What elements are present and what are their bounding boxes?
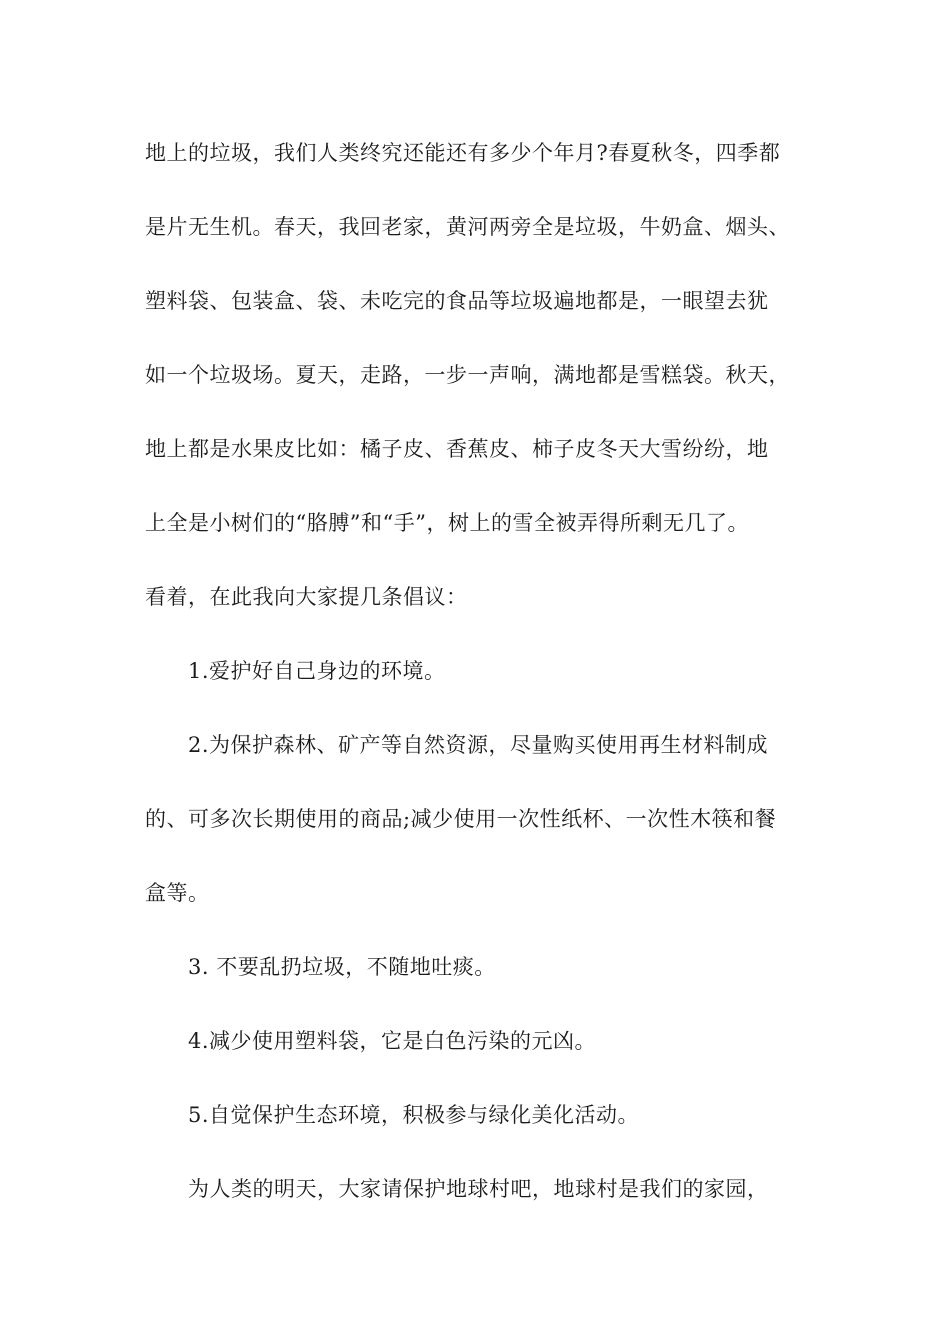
paragraph-line: 是片无生机。春天，我回老家，黄河两旁全是垃圾，牛奶盒、烟头、 [145, 215, 790, 239]
list-item: 3. 不要乱扔垃圾，不随地吐痰。 [188, 955, 496, 979]
paragraph-line: 地上都是水果皮比如：橘子皮、香蕉皮、柿子皮冬天大雪纷纷，地 [145, 437, 769, 461]
paragraph-line: 如一个垃圾场。夏天，走路，一步一声响，满地都是雪糕袋。秋天， [145, 363, 790, 387]
list-item: 2.为保护森林、矿产等自然资源，尽量购买使用再生材料制成 [188, 733, 769, 757]
paragraph-line: 的、可多次长期使用的商品;减少使用一次性纸杯、一次性木筷和餐 [145, 807, 777, 831]
paragraph-line: 地上的垃圾，我们人类终究还能还有多少个年月?春夏秋冬，四季都 [145, 141, 781, 165]
paragraph-line: 上全是小树们的“胳膊”和“手”，树上的雪全被弄得所剩无几了。 [145, 511, 749, 535]
paragraph-line: 为人类的明天，大家请保护地球村吧，地球村是我们的家园， [188, 1177, 769, 1201]
paragraph-line: 塑料袋、包装盒、袋、未吃完的食品等垃圾遍地都是，一眼望去犹 [145, 289, 769, 313]
list-item: 4.减少使用塑料袋，它是白色污染的元凶。 [188, 1029, 597, 1053]
paragraph-line: 看着，在此我向大家提几条倡议： [145, 585, 468, 609]
list-item: 5.自觉保护生态环境，积极参与绿化美化活动。 [188, 1103, 640, 1127]
paragraph-line: 盒等。 [145, 881, 210, 905]
list-item: 1.爱护好自己身边的环境。 [188, 659, 446, 683]
